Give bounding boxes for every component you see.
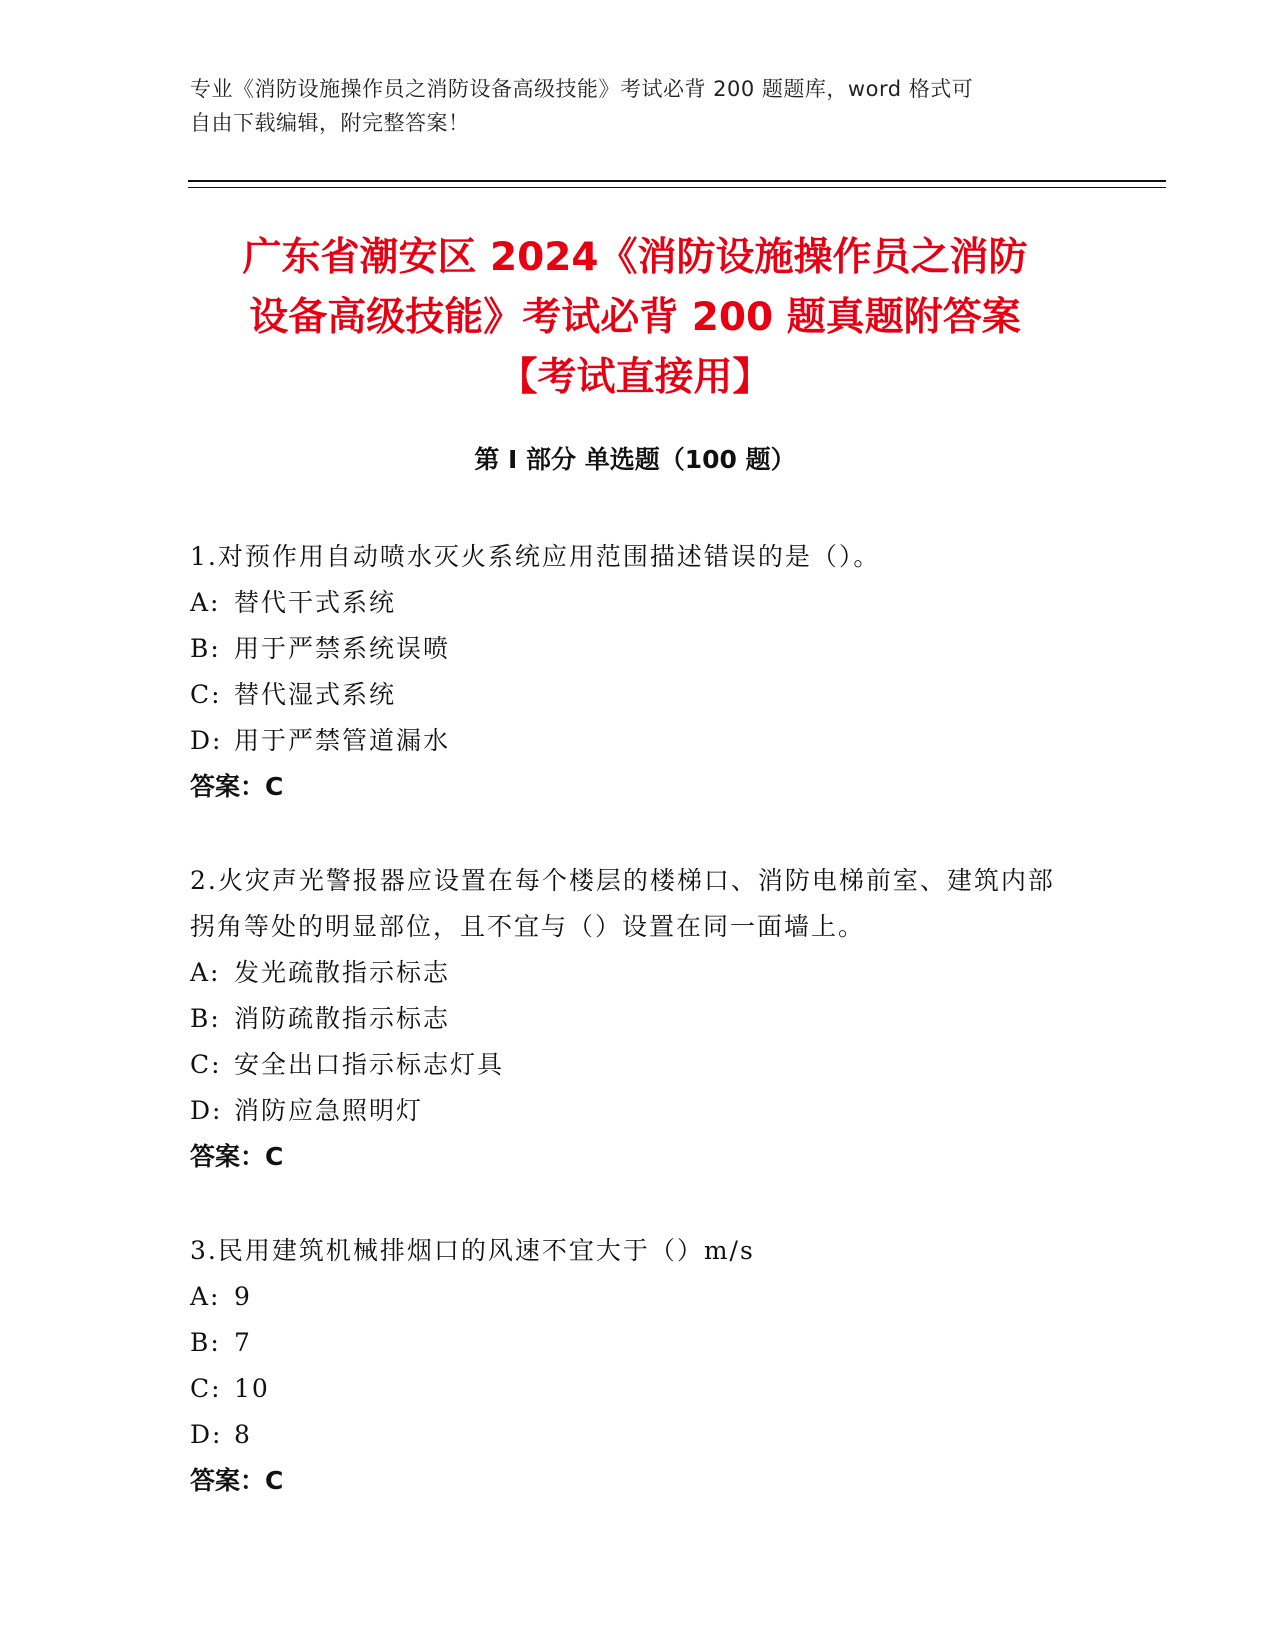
option-key: C: (190, 680, 222, 709)
option-key: A: (190, 958, 221, 987)
question-1 (190, 534, 1070, 810)
question-2 (190, 858, 1070, 1180)
option-text: 替代湿式系统 (234, 680, 397, 709)
option-d (190, 718, 1070, 764)
option-text: 8 (234, 1420, 252, 1449)
option-text: 安全出口指示标志灯具 (234, 1050, 505, 1079)
option-d (190, 1088, 1070, 1134)
option-text: 9 (234, 1282, 252, 1311)
option-a (190, 580, 1070, 626)
document-title-line-2: 设备高级技能》考试必背 200 题真题附答案 (249, 295, 1021, 340)
option-key: B: (190, 1004, 221, 1033)
question-stem: 1.对预作用自动喷水灭火系统应用范围描述错误的是（）。 (190, 542, 881, 571)
option-text: 10 (234, 1374, 270, 1403)
option-b (190, 996, 1070, 1042)
question-stem: 2.火灾声光警报器应设置在每个楼层的楼梯口、消防电梯前室、建筑内部拐角等处的明显部位，且不宜与（）设置在同一面墙上。 (190, 866, 1055, 941)
option-key: A: (190, 1282, 221, 1311)
header-note-line-1: 专业《消防设施操作员之消防设备高级技能》考试必背 200 题题库，word 格式可 (190, 77, 974, 101)
option-c (190, 1042, 1070, 1088)
document-title-line-1: 广东省潮安区 2024《消防设施操作员之消防 (242, 235, 1028, 280)
option-text: 用于严禁管道漏水 (234, 726, 451, 755)
option-b (190, 1320, 1070, 1366)
option-text: 用于严禁系统误喷 (234, 634, 451, 663)
option-key: D: (190, 1420, 223, 1449)
question-stem: 3.民用建筑机械排烟口的风速不宜大于（）m/s (190, 1236, 755, 1265)
question-list (190, 534, 1070, 1552)
option-text: 消防应急照明灯 (234, 1096, 424, 1125)
option-key: B: (190, 634, 221, 663)
option-c (190, 672, 1070, 718)
document-title-line-3: 【考试直接用】 (498, 355, 772, 400)
option-text: 发光疏散指示标志 (234, 958, 451, 987)
header-note (190, 72, 1090, 140)
option-a (190, 1274, 1070, 1320)
option-key: A: (190, 588, 221, 617)
header-divider (188, 180, 1166, 188)
option-key: D: (190, 726, 223, 755)
option-a (190, 950, 1070, 996)
answer-line: 答案：C (190, 772, 284, 801)
option-b (190, 626, 1070, 672)
option-c (190, 1366, 1070, 1412)
option-key: B: (190, 1328, 221, 1357)
option-key: C: (190, 1050, 222, 1079)
header-note-line-2: 自由下载编辑，附完整答案！ (190, 111, 470, 135)
section-title: 第 I 部分 单选题（100 题） (474, 445, 796, 474)
option-text: 消防疏散指示标志 (234, 1004, 451, 1033)
answer-line: 答案：C (190, 1142, 284, 1171)
option-text: 7 (234, 1328, 252, 1357)
option-key: C: (190, 1374, 222, 1403)
answer-line: 答案：C (190, 1466, 284, 1495)
document-title (180, 228, 1090, 408)
option-d (190, 1412, 1070, 1458)
option-text: 替代干式系统 (234, 588, 397, 617)
question-3 (190, 1228, 1070, 1504)
option-key: D: (190, 1096, 223, 1125)
